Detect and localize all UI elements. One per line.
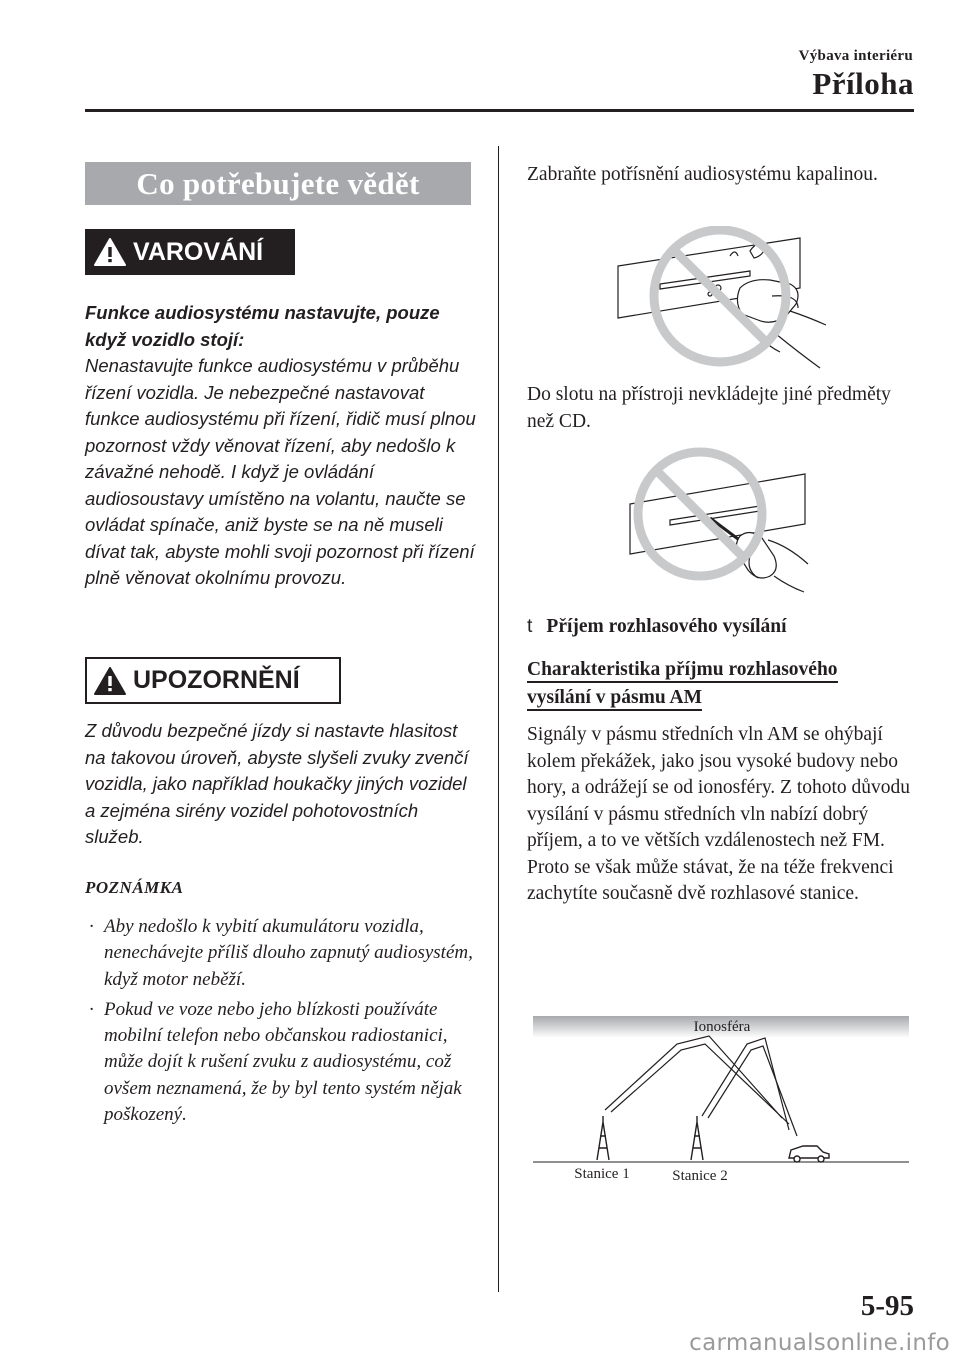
page-number: 5-95: [860, 1290, 914, 1322]
note-item-text: Pokud ve voze nebo jeho blízkosti používáte mobilní telefon nebo občanskou radiostanici, může dojít k rušení zvuku z audiosystému, což ovšem neznamená, že by byl tento systém nějak poškozený.: [104, 998, 462, 1126]
caution-label-text: UPOZORNĚNÍ: [133, 666, 300, 694]
liquid-warning-text: Zabraňte potřísnění audiosystému kapalinou.: [527, 164, 878, 185]
caution-label: [85, 657, 341, 704]
subsection-title: Příjem rozhlasového vysílání: [546, 616, 787, 637]
warning-label: [85, 229, 295, 275]
caution-triangle-icon: [93, 666, 127, 696]
header-rule: [85, 109, 914, 112]
column-divider: [498, 146, 499, 1292]
ionosphere-diagram: [527, 1008, 917, 1188]
caution-text: Z důvodu bezpečné jízdy si nastavte hlasitost na takovou úroveň, abyste slyšeli zvuky zvenčí vozidla, jako například houkačky jiných vozidel a zejména sirény vozidel pohotovostních služeb.: [85, 720, 469, 847]
note-bullet: ·: [89, 998, 94, 1020]
note-item: [85, 914, 485, 993]
slot-warning-text: Do slotu na přístroji nevkládejte jiné předměty než CD.: [527, 384, 891, 432]
warning-text-block: [85, 300, 480, 592]
am-text: Signály v pásmu středních vln AM se ohýbají kolem překážek, jako jsou vysoké budovy nebo hory, a odrážejí se od ionosféry. Z tohoto důvodu vysílání v pásmu středních vln nabízí dobrý příjem, a to ve větších vzdálenostech než FM. Proto se však může stávat, že na téže frekvenci zachytíte současně dvě rozhlasové stanice.: [527, 724, 911, 904]
note-item: [85, 997, 485, 1128]
header-chapter-title: Příloha: [812, 66, 914, 101]
warning-body: Nenastavujte funkce audiosystému v průběhu řízení vozidla. Je nebezpečné nastavovat funkce audiosystému při řízení, řidič musí plnou pozornost vždy věnovat řízení, aby nedošlo k závažné nehodě. I když je ovládání audiosoustavy umístěno na volantu, naučte se ovládat spínače, aniž byste se na ně museli dívat tak, abyste mohli svoji pozornost při řízení plně věnovat okolnímu provozu.: [85, 355, 476, 588]
warning-lead: Funkce audiosystému nastavujte, pouze když vozidlo stojí:: [85, 302, 440, 350]
wave-path: [702, 1038, 789, 1130]
note-list: [85, 914, 485, 1132]
subsection-marker: t: [527, 615, 533, 637]
header-section-label: Výbava interiéru: [798, 48, 913, 64]
section-banner: Co potřebujete vědět: [85, 162, 471, 205]
warning-triangle-icon: [93, 237, 127, 267]
wave-path: [611, 1044, 789, 1124]
warning-label-text: VAROVÁNÍ: [133, 237, 264, 266]
station-1-label: Stanice 1: [574, 1166, 630, 1182]
watermark: carmanualsonline.info: [689, 1330, 950, 1356]
station-1-tower: [597, 1116, 609, 1160]
ionosphere-label: Ionosféra: [693, 1019, 751, 1035]
station-2-tower: [691, 1116, 703, 1160]
note-bullet: ·: [89, 916, 94, 937]
no-foreign-objects-illustration: [600, 444, 840, 594]
note-item-text: Aby nedošlo k vybití akumulátoru vozidla, nenechávejte příliš dlouho zapnutý audiosystém, když motor neběží.: [104, 916, 473, 990]
no-liquid-illustration: [600, 226, 840, 376]
note-title: POZNÁMKA: [85, 878, 184, 897]
subsection-heading: [527, 615, 787, 638]
am-heading-text: Charakteristika příjmu rozhlasového vysílání v pásmu AM: [527, 659, 838, 711]
station-2-label: Stanice 2: [672, 1168, 728, 1184]
am-heading: [527, 656, 887, 712]
